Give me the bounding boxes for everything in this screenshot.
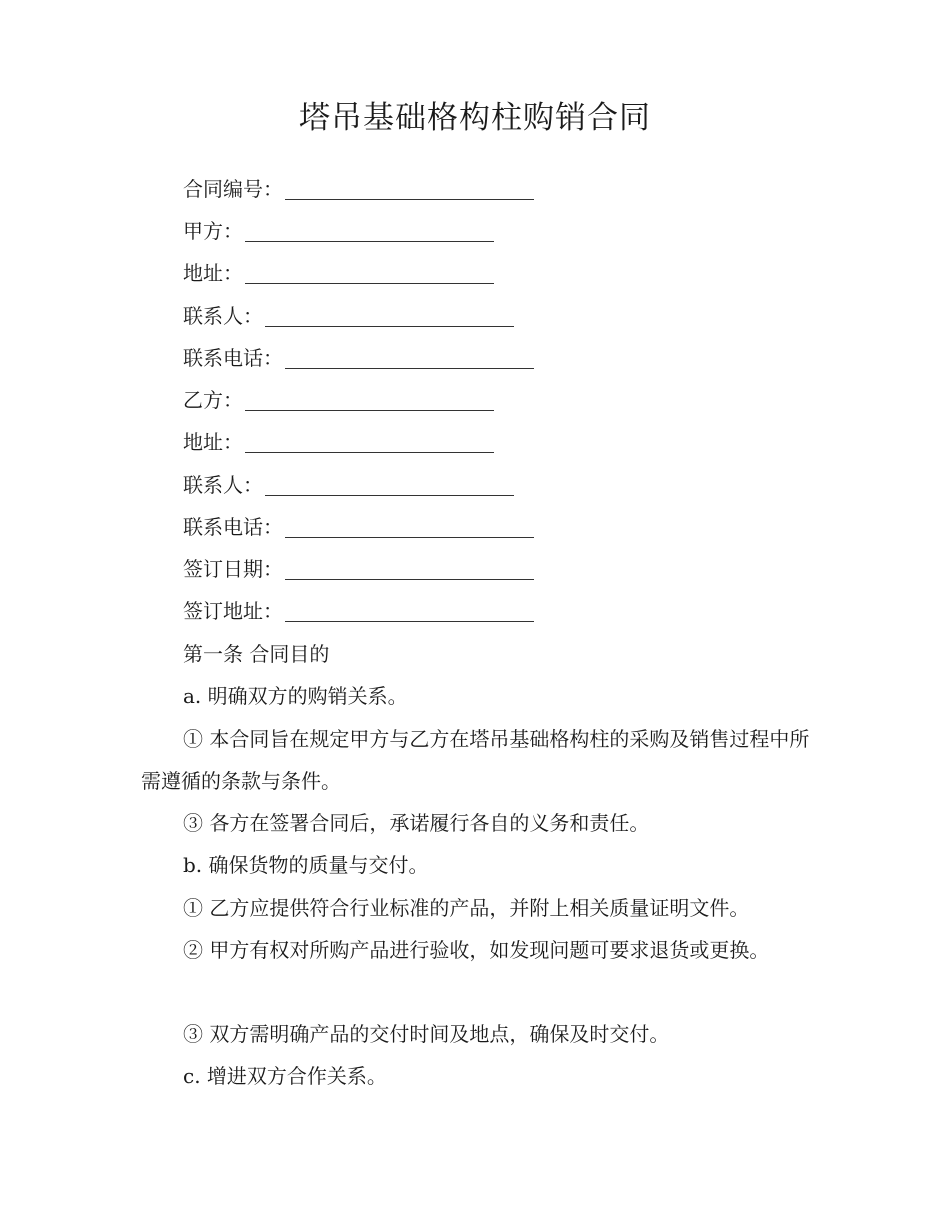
clause-b-item-1: ① 乙方应提供符合行业标准的产品，并附上相关质量证明文件。: [183, 896, 750, 920]
field-party-b-phone: [183, 513, 534, 541]
field-label: 联系电话：: [183, 515, 283, 539]
field-party-b: [183, 386, 494, 414]
fill-in-line: [265, 495, 514, 496]
fill-in-line: [245, 241, 494, 242]
fill-in-line: [285, 368, 534, 369]
field-label: 签订地址：: [183, 599, 283, 623]
fill-in-line: [265, 326, 514, 327]
field-label: 地址：: [183, 430, 243, 454]
field-party-a-contact: [183, 302, 514, 330]
field-party-a: [183, 217, 494, 245]
document-title: 塔吊基础格构柱购销合同: [299, 100, 651, 136]
clause-b-item-2: ② 甲方有权对所购产品进行验收，如发现问题可要求退货或更换。: [183, 938, 770, 962]
field-label: 地址：: [183, 261, 243, 285]
field-label: 签订日期：: [183, 557, 283, 581]
field-signing-date: [183, 555, 534, 583]
fill-in-line: [245, 452, 494, 453]
fill-in-line: [285, 199, 534, 200]
clause-a: a. 明确双方的购销关系。: [183, 684, 408, 708]
field-label: 联系电话：: [183, 346, 283, 370]
field-signing-place: [183, 597, 534, 625]
fill-in-line: [245, 283, 494, 284]
field-label: 联系人：: [183, 304, 263, 328]
field-label: 联系人：: [183, 473, 263, 497]
field-label: 乙方：: [183, 388, 243, 412]
field-label: 甲方：: [183, 219, 243, 243]
clause-a-item-1: ① 本合同旨在规定甲方与乙方在塔吊基础格构柱的采购及销售过程中所需遵循的条款与条件。: [141, 727, 810, 793]
fill-in-line: [285, 579, 534, 580]
clause-a-item-3: ③ 各方在签署合同后，承诺履行各自的义务和责任。: [183, 811, 650, 835]
clause-c: c. 增进双方合作关系。: [183, 1064, 387, 1088]
field-contract-number: [183, 175, 534, 203]
fill-in-line: [245, 410, 494, 411]
field-party-a-phone: [183, 344, 534, 372]
article-heading: 第一条 合同目的: [183, 642, 330, 666]
field-label: 合同编号：: [183, 177, 283, 201]
clause-b: b. 确保货物的质量与交付。: [183, 853, 429, 877]
field-party-a-address: [183, 259, 494, 287]
field-party-b-contact: [183, 471, 514, 499]
clause-b-item-3: ③ 双方需明确产品的交付时间及地点，确保及时交付。: [183, 1022, 670, 1046]
fill-in-line: [285, 537, 534, 538]
field-party-b-address: [183, 428, 494, 456]
fill-in-line: [285, 621, 534, 622]
